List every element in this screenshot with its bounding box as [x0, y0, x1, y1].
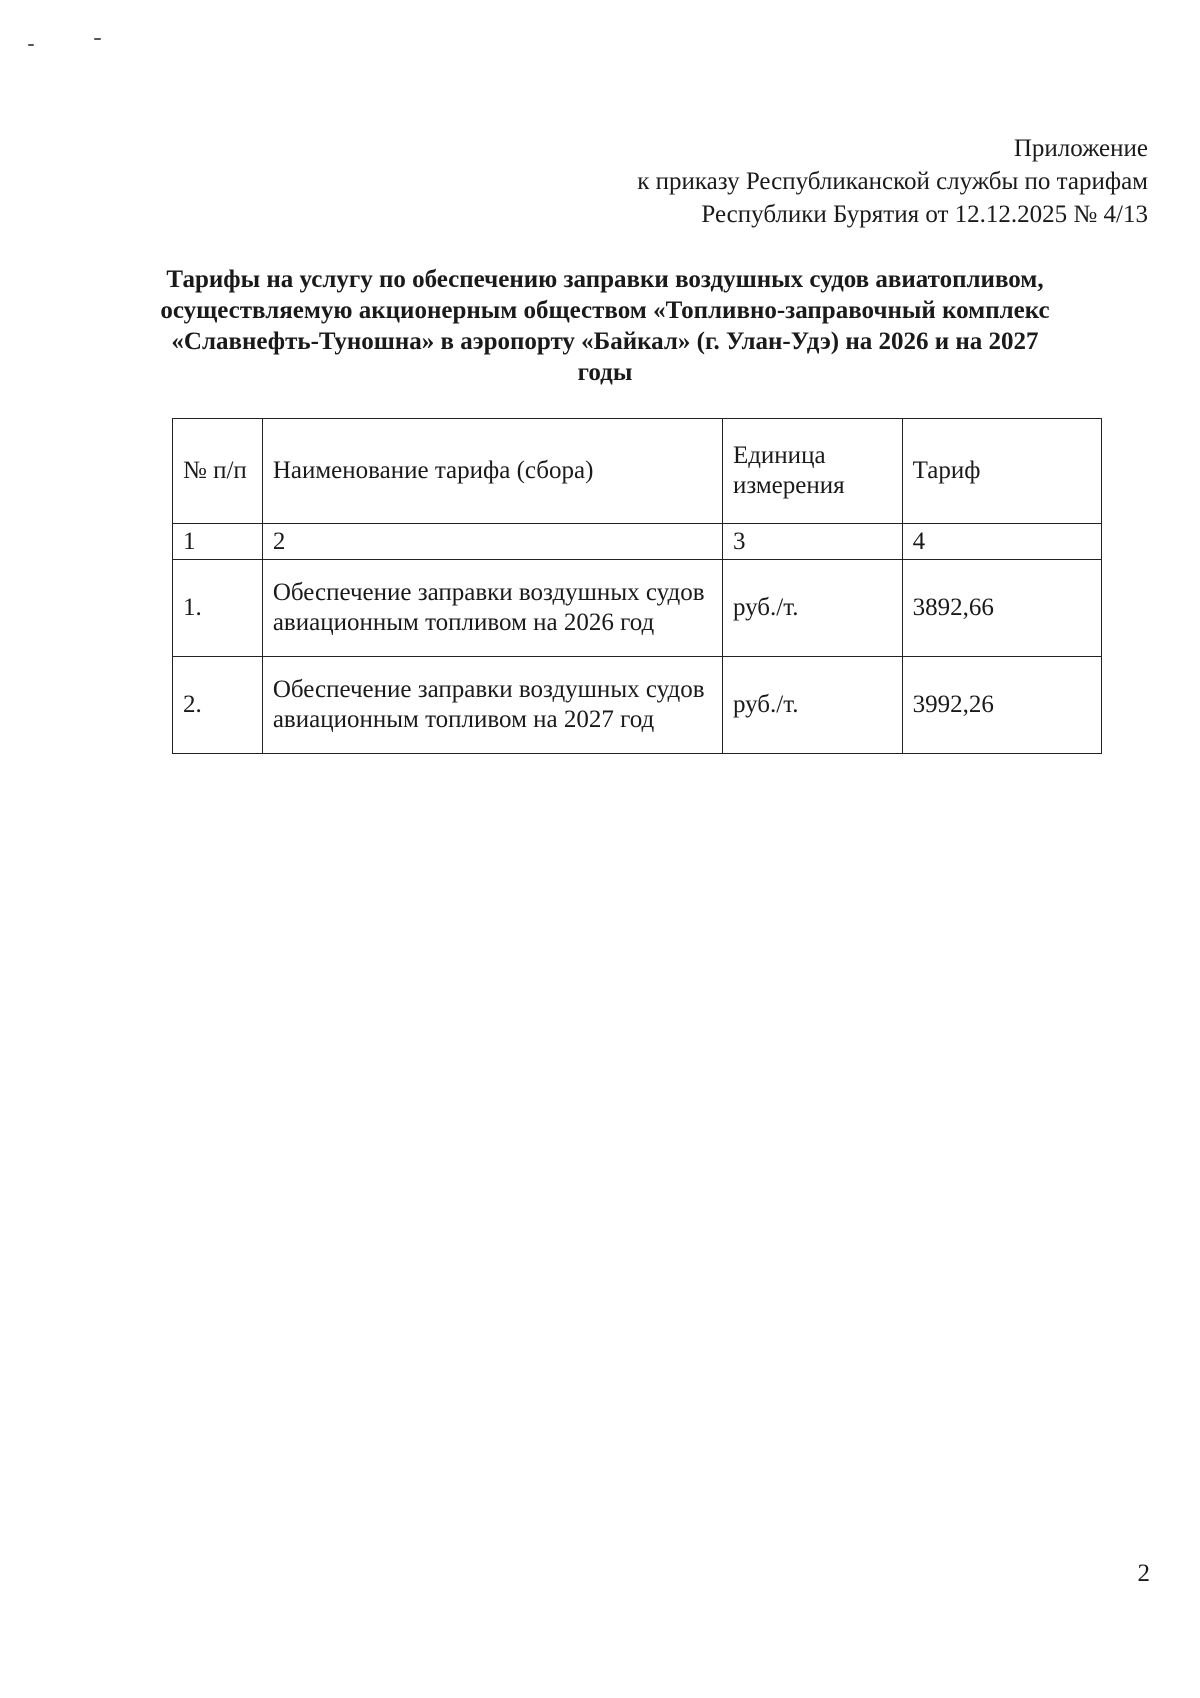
scan-speck [94, 38, 101, 40]
row-tariff-name: Обеспечение заправки воздушных судов авиационным топливом на 2027 год [262, 657, 722, 754]
appendix-order-reference: к приказу Республиканской службы по тарифам [637, 168, 1148, 195]
table-index-row [173, 524, 1102, 560]
table-row [173, 657, 1102, 754]
index-cell: 4 [902, 524, 1101, 560]
table-row [173, 560, 1102, 657]
header-tariff-name: Наименование тарифа (сбора) [262, 419, 722, 524]
row-number: 2. [173, 657, 263, 754]
tariff-table [172, 418, 1102, 754]
row-unit: руб./т. [722, 560, 902, 657]
row-number: 1. [173, 560, 263, 657]
row-unit: руб./т. [722, 657, 902, 754]
row-tariff-name: Обеспечение заправки воздушных судов авиационным топливом на 2026 год [262, 560, 722, 657]
appendix-order-date: Республики Бурятия от 12.12.2025 № 4/13 [701, 201, 1148, 228]
appendix-label: Приложение [1013, 135, 1148, 162]
header-tariff: Тариф [902, 419, 1101, 524]
row-tariff-value: 3892,66 [902, 560, 1101, 657]
document-title: Тарифы на услугу по обеспечению заправки воздушных судов авиатопливом, осуществляемую акционерным обществом «Топливно-заправочный комплекс «Славнефть-Туношна» в аэропорту «Байкал» (г. Улан-Удэ) на 2026 и на 2027 годы [160, 266, 1050, 386]
index-cell: 3 [722, 524, 902, 560]
page-number: 2 [1137, 1560, 1150, 1587]
row-tariff-value: 3992,26 [902, 657, 1101, 754]
header-unit: Единица измерения [722, 419, 902, 524]
scan-speck [28, 44, 34, 46]
table-header-row [173, 419, 1102, 524]
header-number: № п/п [173, 419, 263, 524]
index-cell: 1 [173, 524, 263, 560]
index-cell: 2 [262, 524, 722, 560]
appendix-header [448, 132, 1148, 231]
